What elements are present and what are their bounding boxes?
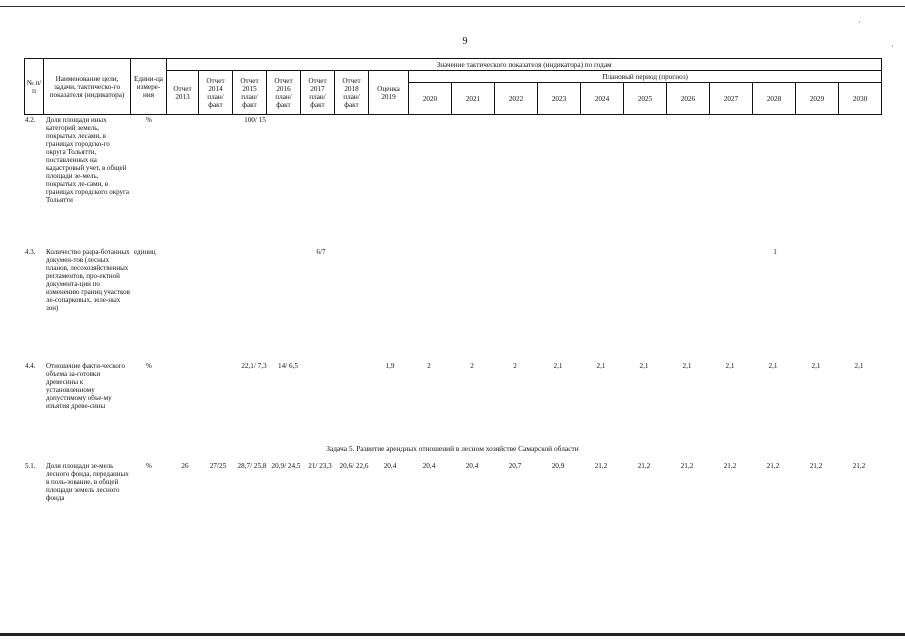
plan-value: 20,9 xyxy=(551,462,565,470)
row-unit: % xyxy=(146,362,152,370)
row-unit: % xyxy=(146,116,152,124)
plan-value: 21,2 xyxy=(637,462,651,470)
year-header: 2026 xyxy=(667,83,710,115)
plan-value: 2 xyxy=(513,362,517,370)
row-number: 4.3. xyxy=(25,248,36,256)
row-number: 4.4. xyxy=(25,362,36,370)
plan-value: 2 xyxy=(427,362,431,370)
scan-speck: · xyxy=(858,18,861,27)
value-2019: 1,9 xyxy=(385,362,395,370)
col-2015-header: Отчет 2015 план/ факт xyxy=(233,71,267,115)
plan-value: 2,1 xyxy=(725,362,735,370)
col-2013-header: Отчет 2013 xyxy=(167,71,199,115)
plan-title: Плановый период (прогноз) xyxy=(409,71,882,83)
year-header: 2024 xyxy=(581,83,624,115)
value-2015: 28,7/ 25,8 xyxy=(237,462,267,470)
indicator-table-header xyxy=(24,58,882,115)
value-2016: 20,9/ 24,5 xyxy=(271,462,301,470)
plan-value: 2,1 xyxy=(854,362,864,370)
value-2017: 6/7 xyxy=(316,248,326,256)
plan-value: 2,1 xyxy=(811,362,821,370)
page-number: 9 xyxy=(462,36,468,47)
values-title: Значение тактического показателя (индикатора) по годам xyxy=(167,59,882,71)
row-number: 4.2. xyxy=(25,116,36,124)
year-header: 2021 xyxy=(452,83,495,115)
year-header: 2020 xyxy=(409,83,452,115)
col-unit-header: Едини-ца измере-ния xyxy=(131,59,167,115)
plan-value: 21,2 xyxy=(809,462,823,470)
plan-value: 2,1 xyxy=(596,362,606,370)
plan-value: 21,2 xyxy=(766,462,780,470)
row-name: Доля площади иных категорий земель, покрытых лесами, в границах городско-го округа Тольятти, поставленных на кадастровый учет, в общей площади зе-мель, покрытых ле-сами, в границах городского округа Тольятти xyxy=(46,116,130,204)
year-header: 2027 xyxy=(710,83,753,115)
year-header: 2029 xyxy=(796,83,839,115)
value-2017: 21/ 23,3 xyxy=(308,462,332,470)
col-2018-header: Отчет 2018 план/ факт xyxy=(335,71,369,115)
value-2015: 22,1/ 7,3 xyxy=(241,362,267,370)
plan-value: 21,2 xyxy=(723,462,737,470)
year-header: 2030 xyxy=(839,83,882,115)
plan-value: 20,4 xyxy=(465,462,479,470)
plan-value: 2 xyxy=(470,362,474,370)
col-num-header: № п/п xyxy=(25,59,44,115)
plan-value: 2,1 xyxy=(639,362,649,370)
year-header: 2028 xyxy=(753,83,796,115)
task-heading: Задача 5. Развитие арендных отношений в лесном хозяйстве Самарской области xyxy=(326,444,579,453)
value-2013: 26 xyxy=(181,462,189,470)
plan-value: 21,2 xyxy=(680,462,694,470)
row-name: Доля площади зе-мель лесного фонда, переданных в поль-зование, в общей площади земель лесного фонда xyxy=(46,462,129,502)
col-name-header: Наименование цели, задачи, тактическо-го показателя (индикатора) xyxy=(44,59,131,115)
plan-value: 2,1 xyxy=(553,362,563,370)
plan-value: 20,4 xyxy=(422,462,436,470)
plan-value: 2,1 xyxy=(682,362,692,370)
plan-value: 2,1 xyxy=(768,362,778,370)
value-2019: 20,4 xyxy=(383,462,397,470)
value-2016: 14/ 6,5 xyxy=(278,362,298,370)
col-2019-header: Оценка 2019 xyxy=(369,71,409,115)
top-rule xyxy=(0,6,905,7)
row-unit: % xyxy=(146,462,152,470)
row-unit: единиц xyxy=(134,248,156,256)
year-header: 2025 xyxy=(624,83,667,115)
plan-value: 20,7 xyxy=(508,462,522,470)
col-2016-header: Отчет 2016 план/ факт xyxy=(267,71,301,115)
plan-value: 21,2 xyxy=(594,462,608,470)
row-name: Отношение факти-ческого объема за-готовки древесины к установленному допустимому объе-му изъятия древе-сины xyxy=(46,362,125,410)
year-header: 2022 xyxy=(495,83,538,115)
plan-value: 21,2 xyxy=(852,462,866,470)
value-2028: 1 xyxy=(773,248,777,256)
row-number: 5.1. xyxy=(25,462,36,470)
col-2014-header: Отчет 2014 план/ факт xyxy=(199,71,233,115)
value-2015: 100/ 15 xyxy=(244,116,266,124)
row-name: Количество разра-ботанных докумен-тов (лесных планов, лесохозяйственных регламентов, про-ектной документа-ции по изменению границ участков ле-сопарковых, зеле-ных зон) xyxy=(46,248,130,312)
bottom-rule xyxy=(0,633,905,636)
value-2014: 27/25 xyxy=(209,462,227,470)
value-2018: 20,6/ 22,6 xyxy=(339,462,369,470)
scan-speck: · xyxy=(891,42,894,51)
year-header: 2023 xyxy=(538,83,581,115)
col-2017-header: Отчет 2017 план/ факт xyxy=(301,71,335,115)
